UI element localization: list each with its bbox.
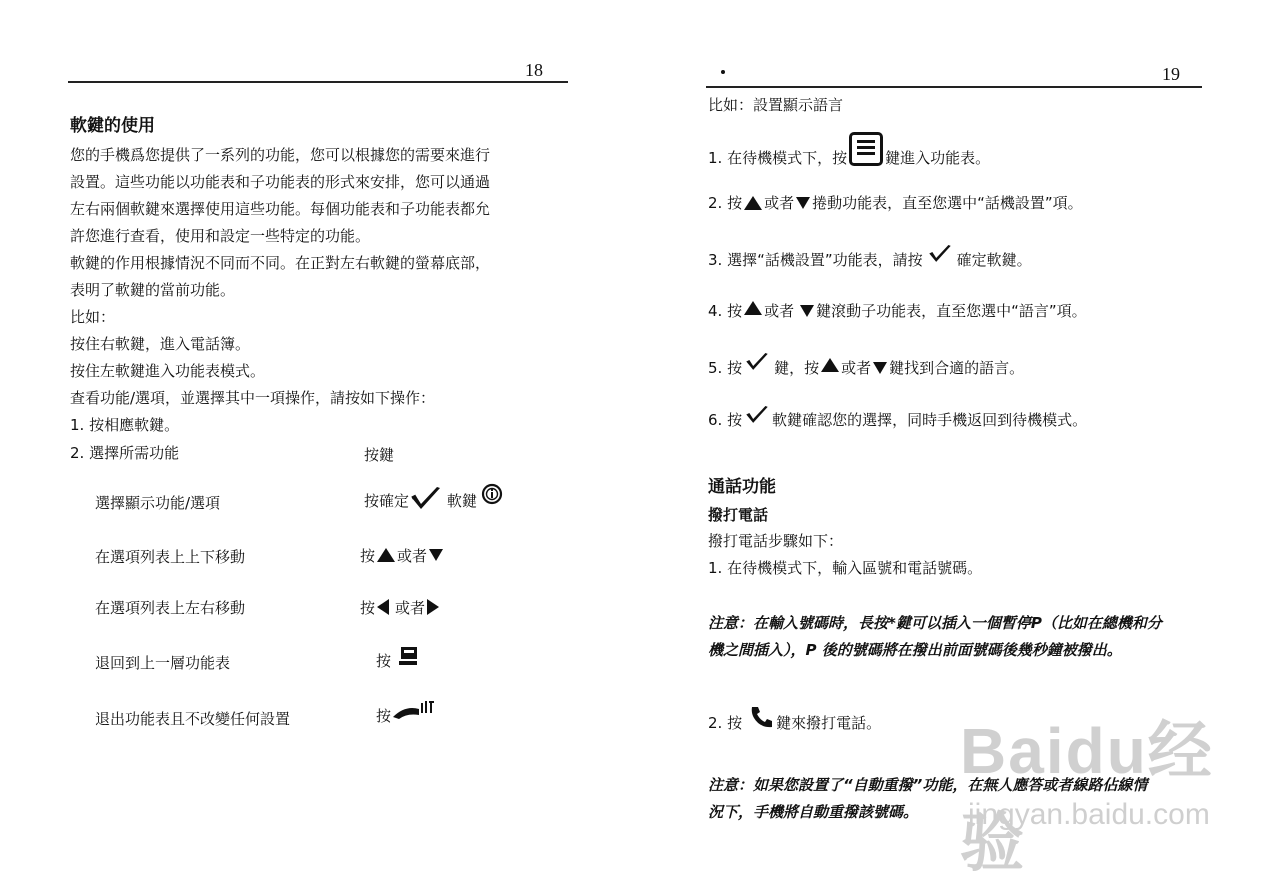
step-line: 2. 按 或者 捲動功能表，直至您選中“話機設置”項。 [708, 194, 1083, 212]
paragraph-line: 您的手機爲您提供了一系列的功能，您可以根據您的需要來進行 [70, 146, 491, 164]
arrow-up-icon [744, 301, 762, 315]
function-row-key [360, 592, 441, 622]
step-line: 3. 選擇“話機設置”功能表，請按 確定軟鍵。 [708, 250, 1032, 270]
dial-steps-intro: 撥打電話步驟如下： [708, 532, 844, 550]
paragraph-line: 表明了軟鍵的當前功能。 [70, 281, 236, 299]
function-row-key [376, 700, 435, 730]
key-prefix: 按 [360, 598, 376, 617]
note-line: 機之間插入），P 後的號碼將在撥出前面號碼後幾秒鐘被撥出。 [708, 641, 1122, 659]
step-line: 1. 在待機模式下，按 鍵進入功能表。 [708, 148, 990, 168]
dial-step: 1. 在待機模式下，輸入區號和電話號碼。 [708, 559, 983, 577]
back-key-icon [397, 645, 421, 667]
arrow-up-icon [377, 548, 395, 562]
paragraph-line: 查看功能/選項，並選擇其中一項操作，請按如下操作： [70, 389, 436, 407]
arrow-left-icon [377, 599, 389, 615]
key-mid: 或者 [395, 598, 426, 617]
step-line: 6. 按 軟鍵確認您的選擇，同時手機返回到待機模式。 [708, 410, 1087, 430]
note-line: 注意：如果您設置了“自動重撥”功能，在無人應答或者線路佔線情 [708, 776, 1148, 794]
paragraph-line: 1. 按相應軟鍵。 [70, 416, 180, 434]
paragraph-line: 左右兩個軟鍵來選擇使用這些功能。每個功能表和子功能表都允 [70, 200, 491, 218]
paragraph-line: 設置。這些功能以功能表和子功能表的形式來安排，您可以通過 [70, 173, 491, 191]
check-icon [409, 485, 443, 515]
menu-key-icon [849, 132, 883, 166]
arrow-down-icon [796, 197, 810, 209]
table-header-key: 按鍵 [364, 446, 395, 464]
key-mid: 軟鍵 [447, 491, 478, 510]
arrow-right-icon [427, 599, 439, 615]
arrow-down-icon [800, 305, 814, 317]
header-rule [68, 81, 568, 83]
function-row-key [360, 540, 445, 570]
arrow-down-icon [429, 549, 443, 561]
page-number: 18 [525, 60, 543, 80]
paragraph-line: 按住左軟鍵進入功能表模式。 [70, 362, 266, 380]
function-row-label: 在選項列表上左右移動 [95, 599, 246, 617]
page-number: 19 [1162, 64, 1180, 84]
step-line: 4. 按 或者 鍵滾動子功能表，直至您選中“語言”項。 [708, 302, 1087, 320]
check-icon [744, 351, 770, 375]
function-row-key [376, 645, 421, 675]
key-prefix: 按 [376, 706, 392, 725]
print-speck [721, 70, 725, 74]
key-prefix: 按 [376, 651, 392, 670]
end-call-icon [391, 697, 435, 723]
arrow-up-icon [744, 196, 762, 210]
function-row-key [364, 482, 503, 518]
check-icon [927, 243, 953, 267]
function-row-label: 在選項列表上上下移動 [95, 548, 246, 566]
right-page [640, 0, 1280, 894]
note-line: 注意：在輸入號碼時，長按*鍵可以插入一個暫停P（比如在總機和分 [708, 614, 1162, 632]
section-heading: 通話功能 [708, 477, 776, 497]
function-row-label: 退回到上一層功能表 [95, 654, 231, 672]
step-line: 5. 按 鍵，按 或者 鍵找到合適的語言。 [708, 358, 1024, 378]
function-row-label: 選擇顯示功能/選項 [95, 494, 221, 512]
info-icon [481, 483, 503, 505]
subsection-heading: 撥打電話 [708, 506, 769, 524]
key-prefix: 按確定 [364, 491, 410, 510]
watermark-url: jingyan.baidu.com [968, 798, 1210, 831]
arrow-down-icon [873, 362, 887, 374]
arrow-up-icon [821, 358, 839, 372]
key-prefix: 按 [360, 546, 376, 565]
call-key-icon [748, 704, 774, 730]
paragraph-line: 許您進行查看，使用和設定一些特定的功能。 [70, 227, 371, 245]
key-mid: 或者 [397, 546, 428, 565]
dial-step: 2. 按 鍵來撥打電話。 [708, 713, 881, 733]
paragraph-line: 按住右軟鍵，進入電話簿。 [70, 335, 251, 353]
example-line: 比如：設置顯示語言 [708, 96, 844, 114]
table-intro: 2. 選擇所需功能 [70, 444, 180, 462]
function-row-label: 退出功能表且不改變任何設置 [95, 710, 291, 728]
check-icon [744, 404, 770, 428]
paragraph-line: 軟鍵的作用根據情況不同而不同。在正對左右軟鍵的螢幕底部， [70, 254, 491, 272]
header-rule [706, 86, 1202, 88]
note-line: 況下，手機將自動重撥該號碼。 [708, 803, 919, 821]
watermark-brand: Baidu经验 [960, 715, 1214, 879]
paragraph-line: 比如： [70, 308, 116, 326]
section-heading: 軟鍵的使用 [70, 116, 155, 136]
